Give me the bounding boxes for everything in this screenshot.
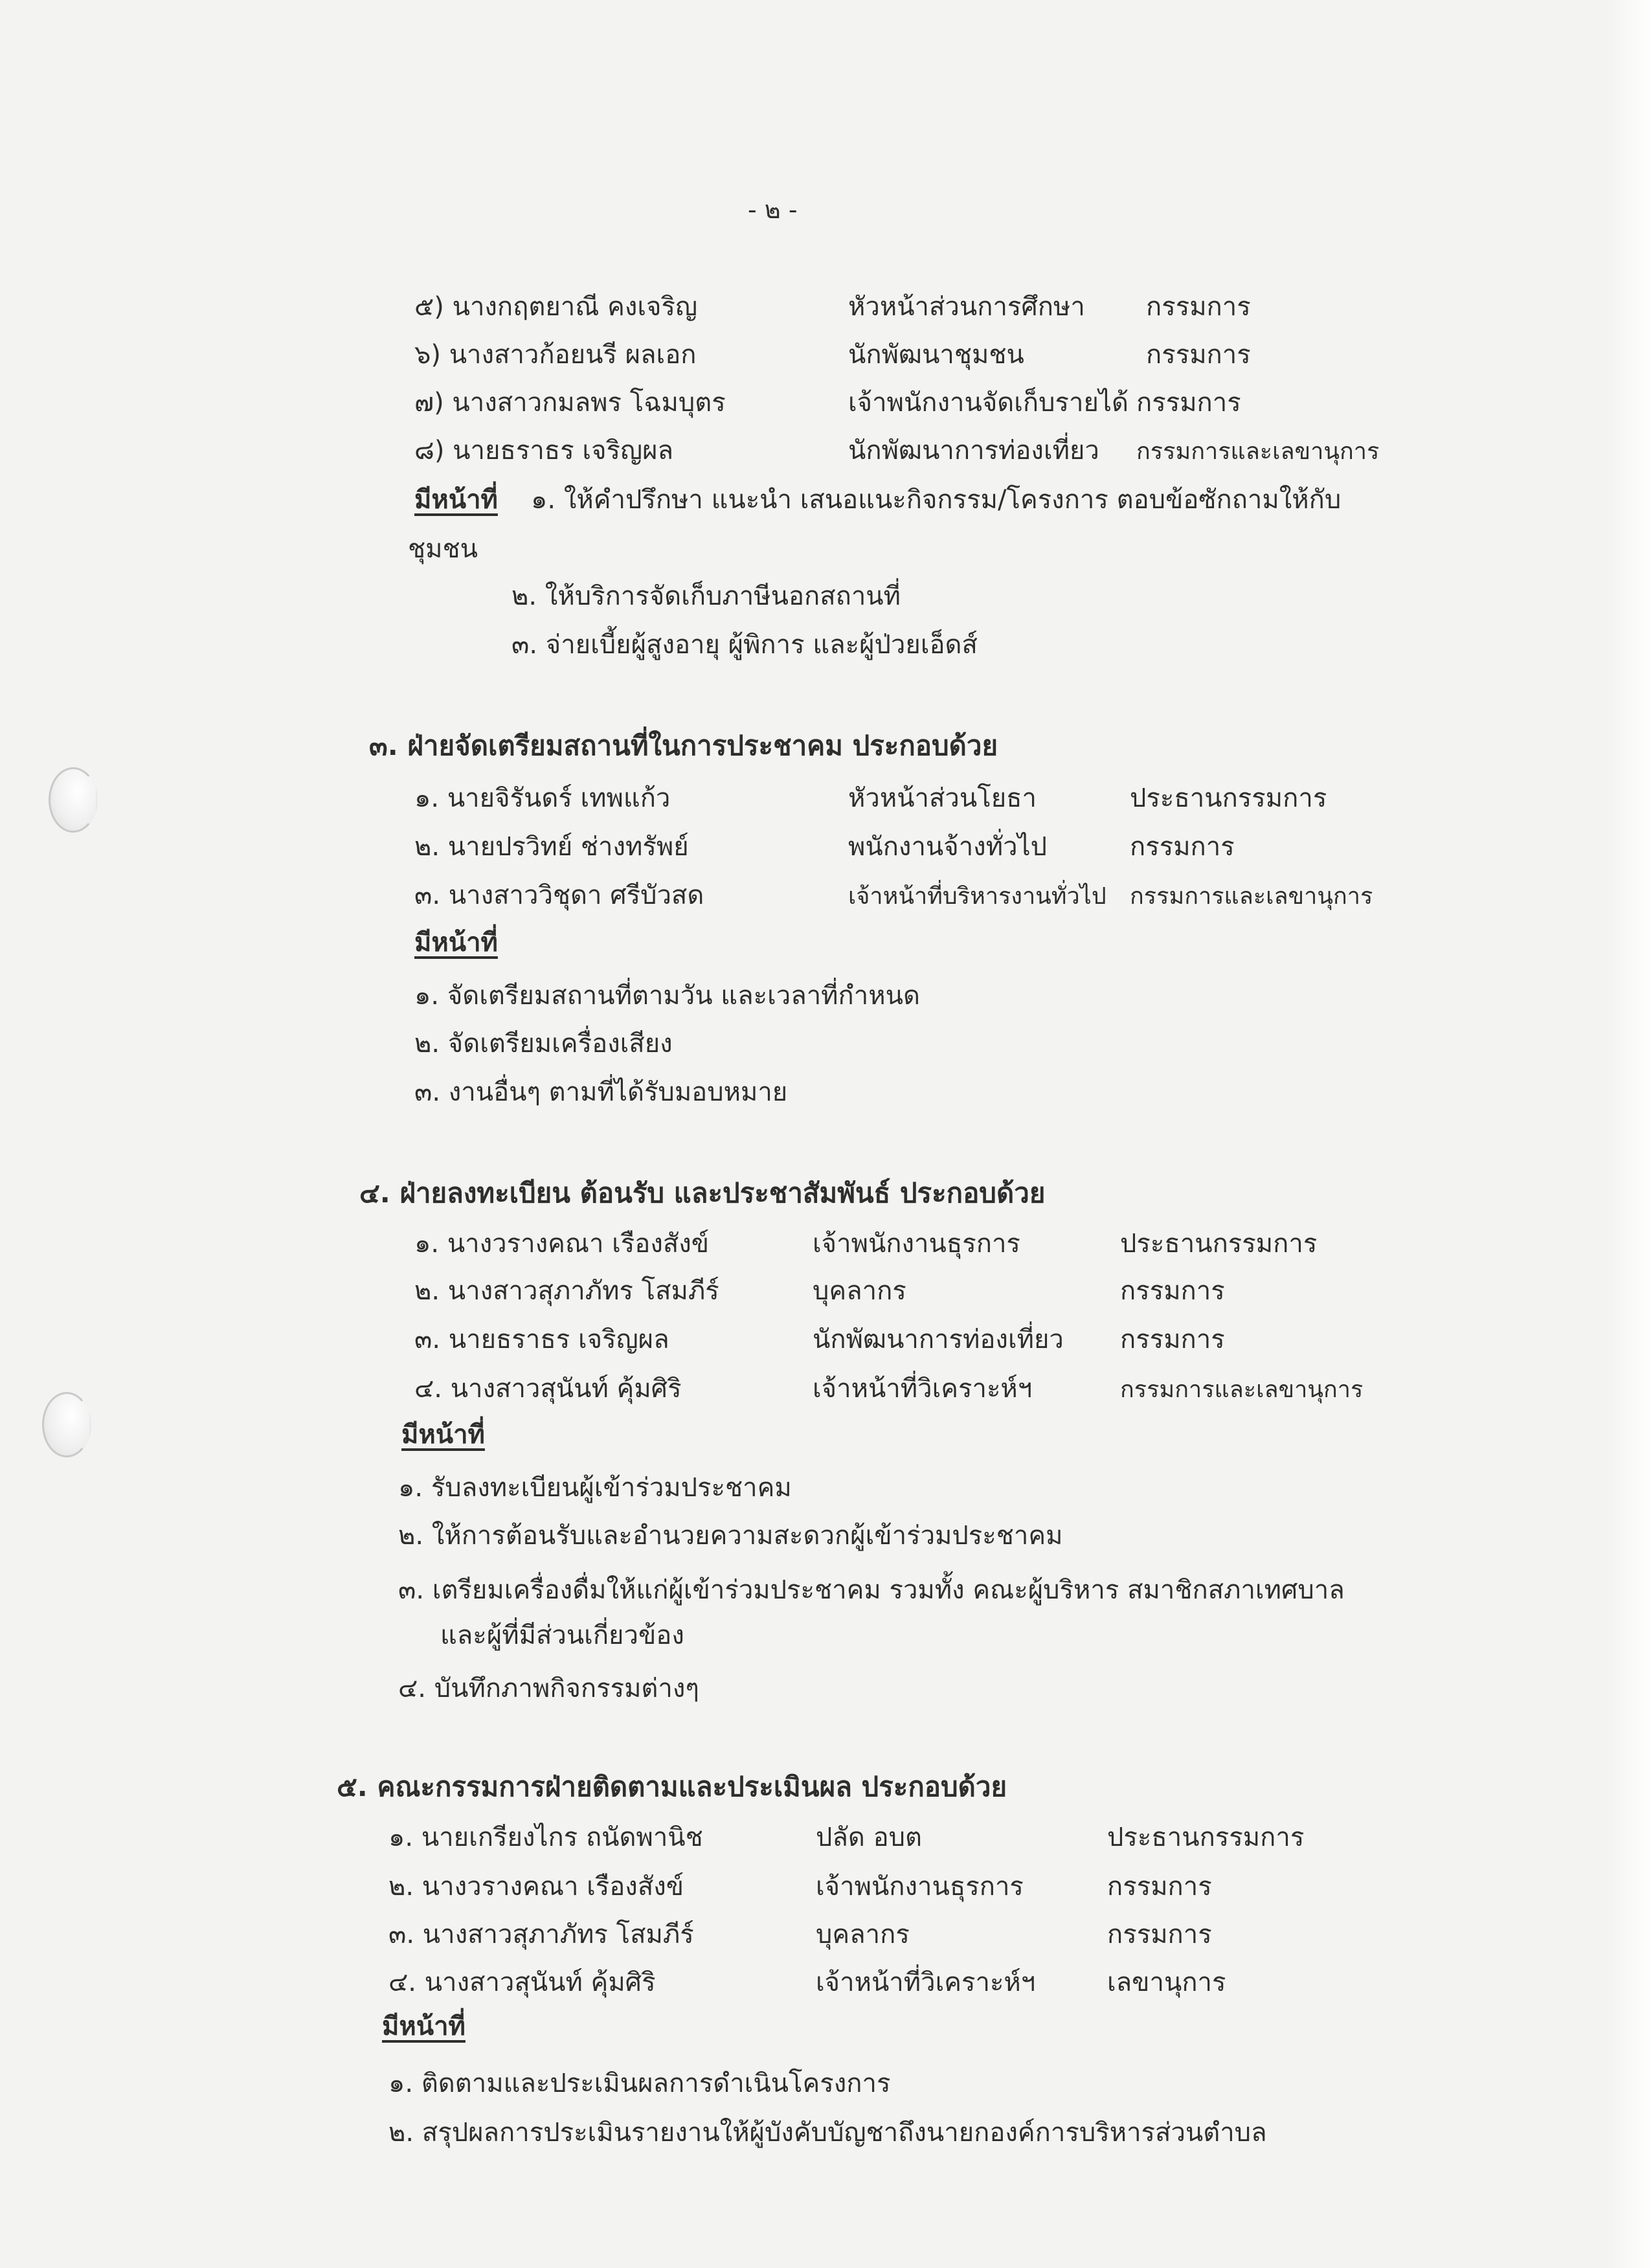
s2-member-7-role: กรรมการ (1136, 388, 1241, 418)
s4-duty-1: ๑. รับลงทะเบียนผู้เข้าร่วมประชาคม (398, 1473, 792, 1503)
s5-member-2-role: กรรมการ (1107, 1872, 1212, 1902)
s5-member-2-position: เจ้าพนักงานธุรการ (816, 1872, 1024, 1902)
s3-member-3-role: กรรมการและเลขานุการ (1130, 883, 1373, 910)
s4-duty-label: มีหน้าที่ (401, 1420, 485, 1450)
s2-duty-3: ๓. จ่ายเบี้ยผู้สูงอายุ ผู้พิการ และผู้ป่วยเอ็ดส์ (511, 630, 978, 660)
s2-member-6-role: กรรมการ (1146, 340, 1251, 370)
s3-member-1-role: ประธานกรรมการ (1130, 783, 1327, 813)
s4-duty-3-line2: และผู้ที่มีส่วนเกี่ยวข้อง (440, 1621, 684, 1650)
s3-member-2-position: พนักงานจ้างทั่วไป (848, 832, 1048, 862)
s4-member-4-role: กรรมการและเลขานุการ (1120, 1376, 1364, 1403)
s5-member-3-position: บุคลากร (816, 1920, 910, 1949)
s5-member-4-name: ๔. นางสาวสุนันท์ คุ้มศิริ (388, 1968, 656, 1997)
s4-member-3-name: ๓. นายธราธร เจริญผล (414, 1325, 669, 1354)
s4-member-4-name: ๔. นางสาวสุนันท์ คุ้มศิริ (414, 1374, 682, 1404)
s3-member-1-position: หัวหน้าส่วนโยธา (848, 783, 1037, 813)
s5-member-1-name: ๑. นายเกรียงไกร ถนัดพานิช (388, 1823, 703, 1852)
s3-member-1-name: ๑. นายจิรันดร์ เทพแก้ว (414, 783, 671, 813)
punch-hole-lower (42, 1392, 91, 1457)
s2-member-8-position: นักพัฒนาการท่องเที่ยว (848, 436, 1099, 466)
s2-duty-1-line2: ชุมชน (408, 534, 478, 564)
s4-member-1-name: ๑. นางวรางคณา เรืองสังข์ (414, 1229, 710, 1259)
s5-member-4-role: เลขานุการ (1107, 1968, 1226, 1997)
s3-member-2-role: กรรมการ (1130, 832, 1235, 862)
s3-duty-3: ๓. งานอื่นๆ ตามที่ได้รับมอบหมาย (414, 1077, 788, 1107)
s5-member-1-position: ปลัด อบต (816, 1823, 922, 1852)
s3-duty-label: มีหน้าที่ (414, 928, 498, 958)
s4-member-2-position: บุคลากร (813, 1276, 906, 1306)
s3-duty-2: ๒. จัดเตรียมเครื่องเสียง (414, 1029, 673, 1059)
s2-duty-2: ๒. ให้บริการจัดเก็บภาษีนอกสถานที่ (511, 581, 901, 611)
s5-duty-1: ๑. ติดตามและประเมินผลการดำเนินโครงการ (388, 2069, 891, 2098)
s3-member-3-name: ๓. นางสาววิชุดา ศรีบัวสด (414, 881, 704, 910)
s2-duty-label: มีหน้าที่ (414, 485, 498, 515)
s4-member-3-role: กรรมการ (1120, 1325, 1225, 1354)
s3-member-2-name: ๒. นายปรวิทย์ ช่างทรัพย์ (414, 832, 689, 862)
s2-member-7-name: ๗) นางสาวกมลพร โฉมบุตร (414, 388, 726, 418)
s2-member-5-name: ๕) นางกฤตยาณี คงเจริญ (414, 292, 698, 322)
s4-member-3-position: นักพัฒนาการท่องเที่ยว (813, 1325, 1064, 1354)
s4-member-1-role: ประธานกรรมการ (1120, 1229, 1318, 1259)
s4-duty-3-line1: ๓. เตรียมเครื่องดื่มให้แก่ผู้เข้าร่วมประชาคม รวมทั้ง คณะผู้บริหาร สมาชิกสภาเทศบาล (398, 1575, 1345, 1605)
section5-title: ๕. คณะกรรมการฝ่ายติดตามและประเมินผล ประกอบด้วย (337, 1771, 1007, 1802)
s3-duty-1: ๑. จัดเตรียมสถานที่ตามวัน และเวลาที่กำหนด (414, 981, 920, 1011)
s3-member-3-position: เจ้าหน้าที่บริหารงานทั่วไป (848, 883, 1106, 910)
s2-member-7-position: เจ้าพนักงานจัดเก็บรายได้ (848, 388, 1129, 418)
s2-member-6-name: ๖) นางสาวก้อยนรี ผลเอก (414, 340, 697, 370)
s5-duty-label: มีหน้าที่ (382, 2012, 466, 2041)
page-edge-shadow (1606, 0, 1651, 2268)
punch-hole-upper (49, 767, 98, 833)
s4-member-2-name: ๒. นางสาวสุภาภัทร โสมภีร์ (414, 1276, 719, 1306)
page-number: - ๒ - (748, 196, 798, 224)
s4-member-4-position: เจ้าหน้าที่วิเคราะห์ฯ (813, 1374, 1033, 1404)
s2-member-8-name: ๘) นายธราธร เจริญผล (414, 436, 674, 466)
s4-member-1-position: เจ้าพนักงานธุรการ (813, 1229, 1020, 1259)
s4-duty-2: ๒. ให้การต้อนรับและอำนวยความสะดวกผู้เข้าร่วมประชาคม (398, 1521, 1063, 1551)
s5-member-1-role: ประธานกรรมการ (1107, 1823, 1305, 1852)
s4-member-2-role: กรรมการ (1120, 1276, 1225, 1306)
s2-member-5-position: หัวหน้าส่วนการศึกษา (848, 292, 1085, 322)
s5-member-3-name: ๓. นางสาวสุภาภัทร โสมภีร์ (388, 1920, 694, 1949)
s2-member-8-role: กรรมการและเลขานุการ (1136, 438, 1380, 465)
s2-member-5-role: กรรมการ (1146, 292, 1251, 322)
s2-duty-1-line1: ๑. ให้คำปรึกษา แนะนำ เสนอแนะกิจกรรม/โครงการ ตอบข้อซักถามให้กับ (531, 485, 1342, 515)
section3-title: ๓. ฝ่ายจัดเตรียมสถานที่ในการประชาคม ประกอบด้วย (369, 730, 998, 761)
s4-duty-4: ๔. บันทึกภาพกิจกรรมต่างๆ (398, 1674, 699, 1703)
s5-member-3-role: กรรมการ (1107, 1920, 1212, 1949)
section4-title: ๔. ฝ่ายลงทะเบียน ต้อนรับ และประชาสัมพันธ์ ประกอบด้วย (359, 1177, 1046, 1209)
s5-member-2-name: ๒. นางวรางคณา เรืองสังข์ (388, 1872, 684, 1902)
s2-member-6-position: นักพัฒนาชุมชน (848, 340, 1024, 370)
s5-duty-2: ๒. สรุปผลการประเมินรายงานให้ผู้บังคับบัญชาถึงนายกองค์การบริหารส่วนตำบล (388, 2118, 1267, 2148)
s5-member-4-position: เจ้าหน้าที่วิเคราะห์ฯ (816, 1968, 1036, 1997)
